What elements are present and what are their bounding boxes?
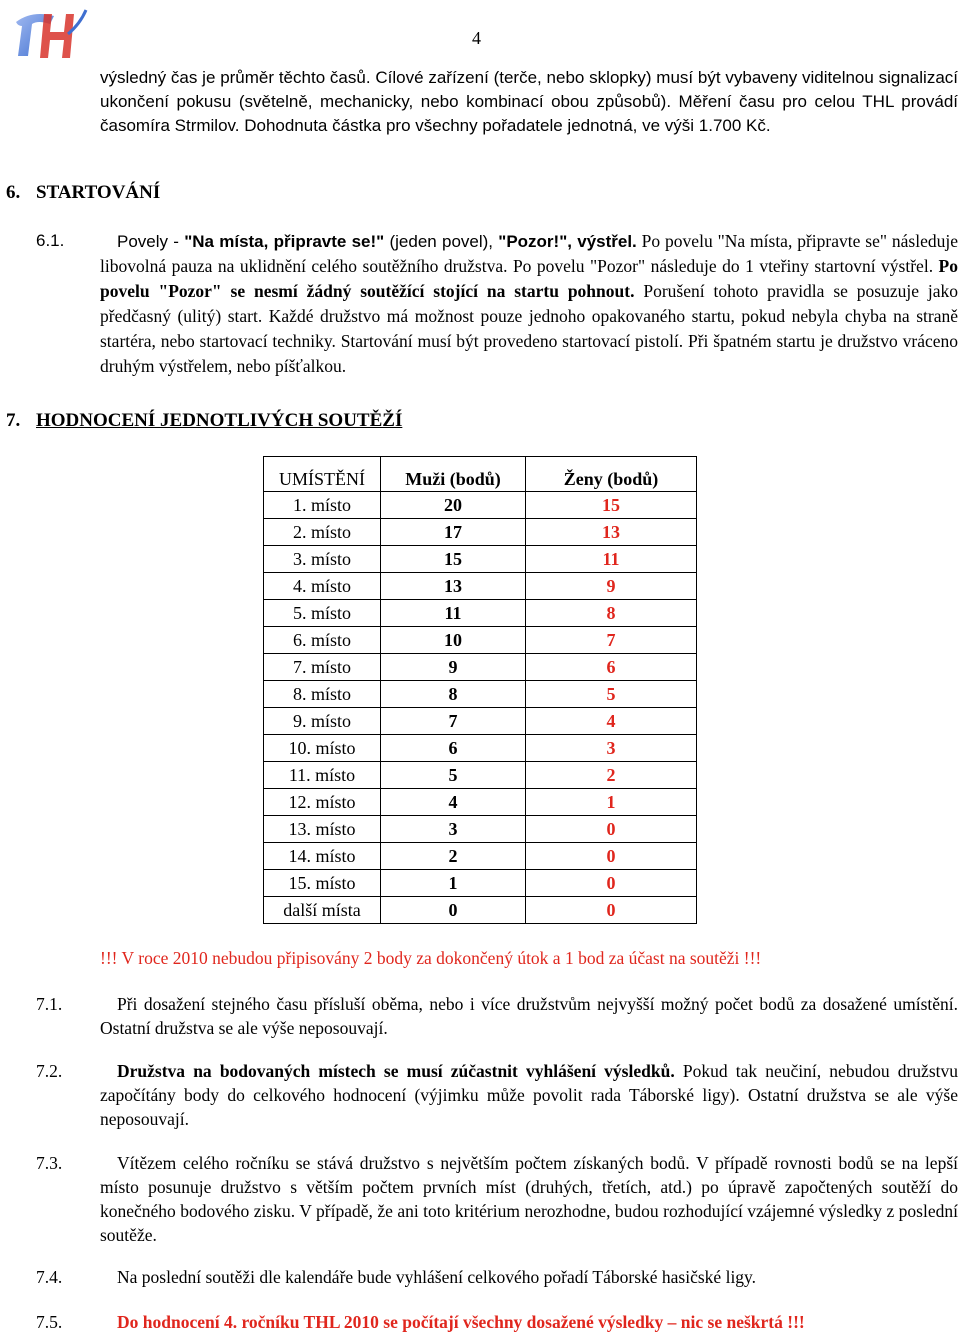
cell-women-points: 13	[526, 519, 697, 546]
cell-placement: 4. místo	[264, 573, 381, 600]
cell-women-points: 7	[526, 627, 697, 654]
rule-7-1	[36, 992, 958, 1040]
cell-placement: 6. místo	[264, 627, 381, 654]
rule-number: 7.1.	[36, 994, 63, 1014]
header-placement: UMÍSTĚNÍ	[264, 457, 381, 492]
notice-text: !!! V roce 2010 nebudou připisovány 2 body za dokončený útok a 1 bod za účast na soutěži !!!	[100, 948, 762, 968]
rule-text-bold: Družstva na bodovaných místech se musí zúčastnit vyhlášení výsledků.	[117, 1061, 675, 1081]
cell-women-points: 5	[526, 681, 697, 708]
cell-women-points: 0	[526, 816, 697, 843]
cell-placement: 5. místo	[264, 600, 381, 627]
rule-text	[100, 1059, 958, 1131]
rule-text-part: Vítězem celého ročníku se stává družstvo s největším počtem získaných bodů. V případě rovnosti bodů se na lepší místo posunuje družstvo s větším počtem prvních míst (druhých, třetích, atd.) po úpravě započtených soutěží do konečného bodového zisku. V případě, že ani toto kritérium nerozhodne, budou rozhodující vzájemné výsledky z poslední soutěže.	[100, 1153, 958, 1245]
rule-text-bold: Do hodnocení 4. ročníku THL 2010 se počítají všechny dosažené výsledky – nic se neškrtá !!!	[117, 1312, 805, 1332]
cell-placement: 9. místo	[264, 708, 381, 735]
cell-placement: 15. místo	[264, 870, 381, 897]
table-row	[264, 897, 697, 924]
cell-placement: 8. místo	[264, 681, 381, 708]
cell-women-points: 8	[526, 600, 697, 627]
rule-7-4	[36, 1265, 958, 1289]
rule-text	[100, 1151, 958, 1247]
cell-men-points: 8	[381, 681, 526, 708]
cell-men-points: 1	[381, 870, 526, 897]
rule-text-part: Při dosažení stejného času přísluší oběma, nebo i více družstvům nejvyšší možný počet bodů za dosažené umístění. Ostatní družstva se ale výše neposouvají.	[100, 994, 958, 1038]
table-row	[264, 762, 697, 789]
rule-text-bold: Po povelu "Pozor" se nesmí žádný soutěžící stojící na startu pohnout.	[100, 256, 958, 301]
cell-men-points: 2	[381, 843, 526, 870]
cell-placement: 2. místo	[264, 519, 381, 546]
rule-7-2	[36, 1059, 958, 1131]
table-row	[264, 708, 697, 735]
table-row	[264, 654, 697, 681]
header-men: Muži (bodů)	[381, 457, 526, 492]
cell-men-points: 0	[381, 897, 526, 924]
table-row	[264, 816, 697, 843]
cell-men-points: 13	[381, 573, 526, 600]
section-number: 6.	[6, 182, 21, 203]
table-row	[264, 870, 697, 897]
section-number: 7.	[6, 410, 21, 431]
table-row	[264, 789, 697, 816]
cell-placement: 10. místo	[264, 735, 381, 762]
rule-7-3	[36, 1151, 958, 1247]
rule-text-part: Porušení tohoto pravidla se posuzuje jako předčasný (ulitý) start. Každé družstvo má možnost pouze jednoho opakovaného startu, pokud nebyla chyba na straně startéra, nebo startovací techniky. Startování musí být provedeno startovací pistolí. Při špatném startu je družstvo vráceno druhým výstřelem, nebo píšťalkou.	[100, 281, 958, 376]
cell-placement: 7. místo	[264, 654, 381, 681]
rule-text-part: (jeden povel),	[384, 232, 499, 251]
rule-number: 7.2.	[36, 1061, 63, 1081]
cell-women-points: 0	[526, 870, 697, 897]
rule-number: 7.3.	[36, 1153, 63, 1173]
rule-text-part: Pokud tak neučiní, nebudou družstvu započítány body do celkového hodnocení (výjimku může povolit rada Táborské ligy). Ostatní družstva se ale výše neposouvají.	[100, 1061, 958, 1129]
table-row	[264, 573, 697, 600]
rule-text-part: Na poslední soutěži dle kalendáře bude vyhlášení celkového pořadí Táborské hasičské ligy.	[117, 1267, 757, 1287]
cell-men-points: 4	[381, 789, 526, 816]
cell-women-points: 11	[526, 546, 697, 573]
rule-7-5	[36, 1310, 958, 1334]
cell-placement: 12. místo	[264, 789, 381, 816]
cell-men-points: 7	[381, 708, 526, 735]
table-row	[264, 519, 697, 546]
cell-women-points: 1	[526, 789, 697, 816]
rule-6-1	[36, 229, 958, 379]
cell-women-points: 0	[526, 897, 697, 924]
rule-text	[100, 992, 958, 1040]
cell-women-points: 15	[526, 492, 697, 519]
rule-text-part: Povely -	[117, 232, 185, 251]
rule-text-part: Po povelu "Na místa, připravte se" následuje libovolná pauza na uklidnění celého soutěžního družstva. Po povelu "Pozor" následuje do 1 vteřiny startovní výstřel.	[100, 231, 958, 276]
cell-men-points: 17	[381, 519, 526, 546]
table-row	[264, 600, 697, 627]
cell-placement: 14. místo	[264, 843, 381, 870]
section-6-heading	[6, 181, 160, 205]
cell-women-points: 4	[526, 708, 697, 735]
table-row	[264, 627, 697, 654]
rule-text-bold: "Na místa, připravte se!"	[184, 232, 385, 251]
rule-text	[100, 229, 958, 379]
cell-men-points: 20	[381, 492, 526, 519]
cell-placement: 3. místo	[264, 546, 381, 573]
cell-placement: další místa	[264, 897, 381, 924]
cell-women-points: 2	[526, 762, 697, 789]
cell-placement: 11. místo	[264, 762, 381, 789]
cell-women-points: 0	[526, 843, 697, 870]
cell-women-points: 3	[526, 735, 697, 762]
table-header-row	[264, 457, 697, 492]
rule-text	[100, 1265, 958, 1289]
cell-women-points: 6	[526, 654, 697, 681]
header-women: Ženy (bodů)	[526, 457, 697, 492]
table-row	[264, 735, 697, 762]
table-row	[264, 492, 697, 519]
rule-text-bold: "Pozor!", výstřel.	[498, 232, 637, 251]
rule-number: 7.4.	[36, 1267, 63, 1287]
section-7-heading	[6, 409, 402, 433]
cell-men-points: 10	[381, 627, 526, 654]
table-row	[264, 681, 697, 708]
cell-placement: 13. místo	[264, 816, 381, 843]
cell-men-points: 6	[381, 735, 526, 762]
points-table	[263, 456, 697, 924]
cell-men-points: 3	[381, 816, 526, 843]
section-title: HODNOCENÍ JEDNOTLIVÝCH SOUTĚŽÍ	[36, 410, 403, 431]
cell-men-points: 11	[381, 600, 526, 627]
intro-paragraph: výsledný čas je průměr těchto časů. Cílové zařízení (terče, nebo sklopky) musí být vybaveny viditelnou signalizací ukončení pokusu (světelně, mechanicky, nebo kombinací obou způsobů). Měření času pro celou THL provádí časomíra Strmilov. Dohodnuta částka pro všechny pořadatele jednotná, ve výši 1.700 Kč.	[100, 68, 958, 135]
cell-women-points: 9	[526, 573, 697, 600]
table-row	[264, 843, 697, 870]
cell-placement: 1. místo	[264, 492, 381, 519]
section-title: STARTOVÁNÍ	[36, 182, 161, 203]
rule-number: 7.5.	[36, 1312, 63, 1332]
rule-number: 6.1.	[36, 231, 65, 250]
rule-text	[100, 1310, 958, 1334]
cell-men-points: 9	[381, 654, 526, 681]
page-number: 4	[472, 28, 481, 48]
cell-men-points: 5	[381, 762, 526, 789]
table-row	[264, 546, 697, 573]
thl-logo	[10, 4, 88, 66]
cell-men-points: 15	[381, 546, 526, 573]
